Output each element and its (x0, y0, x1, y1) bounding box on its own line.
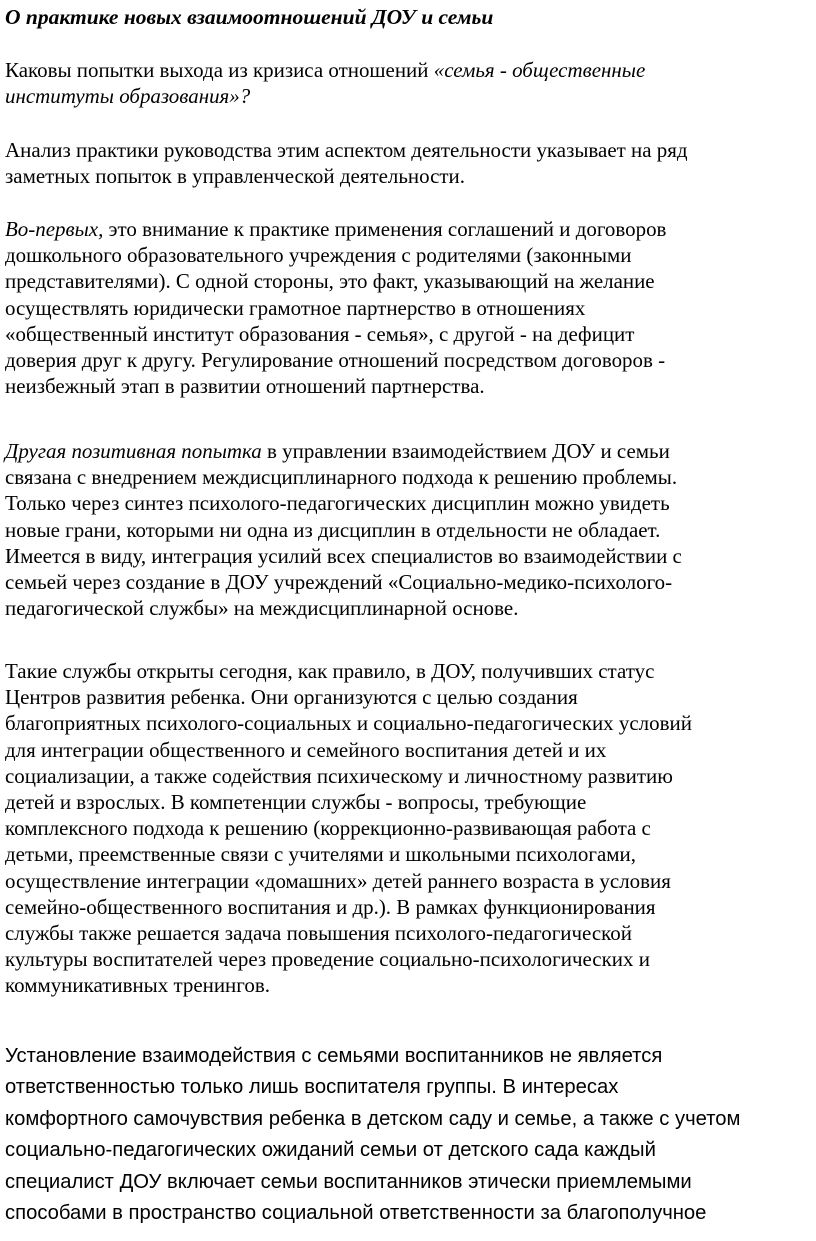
text-line: Установление взаимодействия с семьями воспитанников не является (5, 1045, 663, 1067)
text-line: семейно-общественного воспитания и др.). В рамках функционирования (5, 894, 656, 919)
paragraph-question (5, 57, 813, 109)
text-line (5, 57, 811, 83)
text-line: Такие службы открыты сегодня, как правило, в ДОУ, получивших статус (5, 659, 655, 683)
text-line (5, 438, 811, 464)
text-line: для интеграции общественного и семейного воспитания детей и их (5, 737, 607, 762)
text-line: коммуникативных тренингов. (5, 973, 270, 998)
text-line (5, 216, 811, 242)
text-line: Анализ практики руководства этим аспектом деятельности указывает на ряд (5, 138, 688, 162)
text-line: заметных попыток в управленческой деятельности. (5, 164, 466, 189)
text-line: семьей через создание в ДОУ учреждений «Социально-медико-психолого- (5, 569, 673, 594)
text-line: Только через синтез психолого-педагогических дисциплин можно увидеть (5, 491, 670, 516)
paragraph-another-attempt (5, 438, 813, 621)
text-line: ответственностью только лишь воспитателя группы. В интересах (5, 1076, 619, 1099)
italic-run: «семья - общественные (433, 58, 646, 82)
paragraph-services (5, 658, 813, 998)
document-title: О практике новых взаимоотношений ДОУ и семьи (5, 5, 494, 29)
text-line: способами в пространство социальной ответственности за благополучное (5, 1201, 707, 1224)
text-line: социализации, а также содействия психическому и личностному развитию (5, 763, 673, 788)
text-run: Каковы попытки выхода из кризиса отношений (5, 58, 434, 82)
text-line: благоприятных психолого-социальных и социально-педагогических условий (5, 711, 692, 736)
text-line: связана с внедрением междисциплинарного подхода к решению проблемы. (5, 465, 678, 490)
text-line: осуществление интеграции «домашних» детей раннего возраста в условия (5, 868, 671, 893)
text-line: осуществлять юридически грамотное партнерство в отношениях (5, 295, 586, 320)
text-line: службы также решается задача повышения психолого-педагогической (5, 920, 632, 945)
text-line: представителями). С одной стороны, это факт, указывающий на желание (5, 269, 655, 294)
text-line: педагогической службы» на междисциплинарной основе. (5, 596, 519, 621)
text-line: Центров развития ребенка. Они организуются с целью создания (5, 685, 578, 710)
text-line: комфортного самочувствия ребенка в детском саду и семье, а также с учетом (5, 1107, 741, 1130)
text-line: «общественный институт образования - семья», с другой - на дефицит (5, 321, 635, 346)
text-line: институты образования»? (5, 84, 251, 109)
text-line: детей и взрослых. В компетенции службы - вопросы, требующие (5, 789, 587, 814)
italic-run: Другая позитивная попытка (5, 439, 262, 463)
text-line: дошкольного образовательного учреждения с родителями (законными (5, 243, 632, 268)
paragraph-analysis (5, 137, 813, 189)
paragraph-interaction (5, 1041, 813, 1229)
italic-run: Во-первых, (5, 217, 104, 241)
text-run: в управлении взаимодействием ДОУ и семьи (261, 439, 670, 463)
text-run: это внимание к практике применения соглашений и договоров (103, 217, 667, 241)
text-line: специалист ДОУ включает семьи воспитанников этически приемлемыми (5, 1170, 692, 1193)
text-line: культуры воспитателей через проведение социально-психологических и (5, 947, 650, 972)
text-line: комплексного подхода к решению (коррекционно-развивающая работа с (5, 816, 651, 841)
text-line: доверия друг к другу. Регулирование отношений посредством договоров - (5, 347, 666, 372)
text-line: новые грани, которыми ни одна из дисциплин в отдельности не обладает. (5, 517, 661, 542)
paragraph-firstly (5, 216, 813, 399)
text-line: неизбежный этап в развитии отношений партнерства. (5, 374, 485, 399)
text-line: социально-педагогических ожиданий семьи от детского сада каждый (5, 1139, 656, 1162)
text-line: Имеется в виду, интеграция усилий всех специалистов во взаимодействии с (5, 543, 682, 568)
text-line: детьми, преемственные связи с учителями и школьными психологами, (5, 842, 636, 867)
